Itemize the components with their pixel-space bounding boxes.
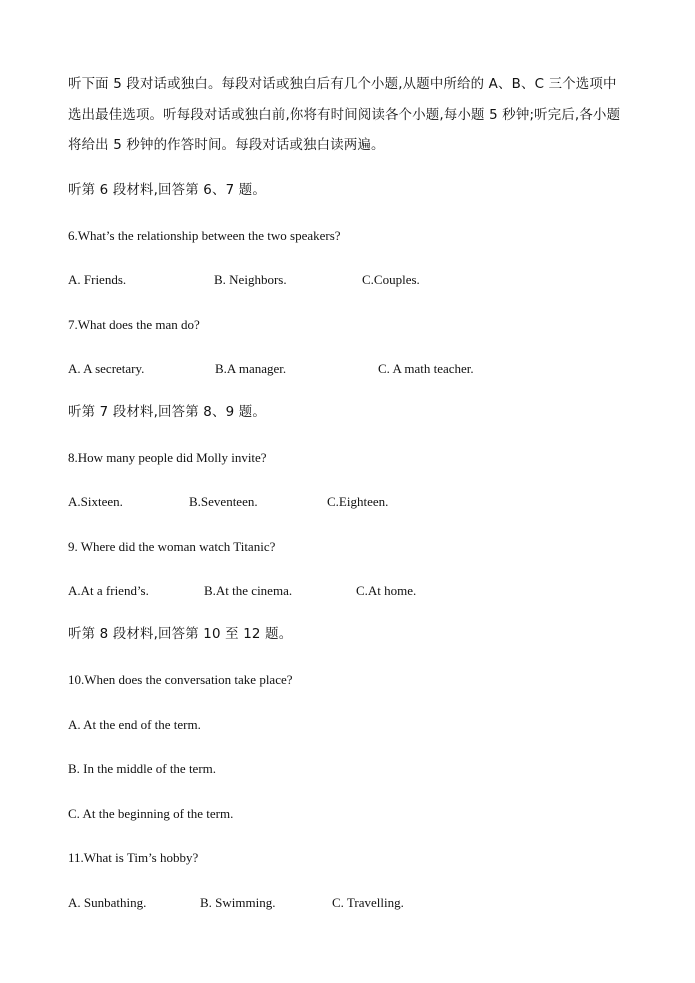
question-10-option-b: B. In the middle of the term. (68, 761, 217, 776)
question-10-option-a: A. At the end of the term. (68, 717, 201, 732)
question-8: 8.How many people did Molly invite? (68, 450, 267, 465)
question-11-option-a: A. Sunbathing. (68, 895, 147, 910)
question-6-option-a: A. Friends. (68, 272, 127, 287)
question-7-option-c: C. A math teacher. (378, 361, 474, 376)
question-7-option-b: B.A manager. (215, 361, 287, 376)
question-6-options (68, 272, 628, 288)
question-9: 9. Where did the woman watch Titanic? (68, 539, 276, 554)
question-7-options (68, 361, 628, 377)
instructions-line-3: 将给出 5 秒钟的作答时间。每段对话或独白读两遍。 (68, 138, 385, 153)
question-7-option-a: A. A secretary. (68, 361, 145, 376)
question-8-options (68, 494, 628, 510)
question-6: 6.What’s the relationship between the two speakers? (68, 228, 341, 243)
section-heading-7: 听第 7 段材料,回答第 8、9 题。 (68, 405, 266, 420)
question-8-option-c: C.Eighteen. (327, 494, 389, 509)
section-heading-8: 听第 8 段材料,回答第 10 至 12 题。 (68, 627, 293, 642)
instructions-line-1: 听下面 5 段对话或独白。每段对话或独白后有几个小题,从题中所给的 A、B、C 三个选项中 (68, 77, 617, 92)
question-10-option-c: C. At the beginning of the term. (68, 806, 234, 821)
section-heading-6: 听第 6 段材料,回答第 6、7 题。 (68, 183, 266, 198)
question-7: 7.What does the man do? (68, 317, 200, 332)
instructions-line-2: 选出最佳选项。听每段对话或独白前,你将有时间阅读各个小题,每小题 5 秒钟;听完后,各小题 (68, 108, 621, 123)
question-6-option-c: C.Couples. (362, 272, 420, 287)
question-11: 11.What is Tim’s hobby? (68, 850, 199, 865)
question-9-option-c: C.At home. (356, 583, 417, 598)
question-6-option-b: B. Neighbors. (214, 272, 287, 287)
question-9-option-b: B.At the cinema. (204, 583, 293, 598)
question-10: 10.When does the conversation take place? (68, 672, 293, 687)
question-8-option-a: A.Sixteen. (68, 494, 123, 509)
question-9-options (68, 583, 628, 599)
question-9-option-a: A.At a friend’s. (68, 583, 149, 598)
question-8-option-b: B.Seventeen. (189, 494, 258, 509)
question-11-option-b: B. Swimming. (200, 895, 276, 910)
question-11-options (68, 895, 628, 911)
question-11-option-c: C. Travelling. (332, 895, 404, 910)
